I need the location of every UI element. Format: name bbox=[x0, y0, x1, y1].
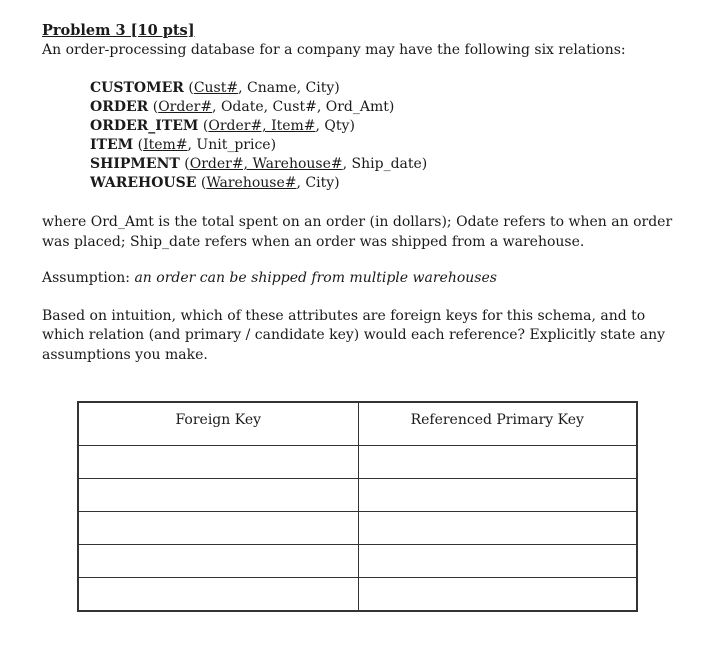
problem-document bbox=[42, 22, 682, 365]
table-header-row bbox=[78, 402, 637, 445]
relation-item: ITEM (Item#, Unit_price) bbox=[90, 137, 277, 153]
table-row bbox=[78, 511, 637, 544]
table-row bbox=[78, 544, 637, 577]
table-cell[interactable] bbox=[78, 445, 358, 478]
relation-customer: CUSTOMER (Cust#, Cname, City) bbox=[90, 80, 340, 96]
table-cell[interactable] bbox=[358, 577, 637, 611]
assumption-paragraph bbox=[42, 269, 682, 289]
table-cell[interactable] bbox=[358, 445, 637, 478]
problem-intro: An order-processing database for a company may have the following six relations: bbox=[42, 42, 626, 58]
table-cell[interactable] bbox=[78, 478, 358, 511]
foreign-key-table bbox=[77, 401, 638, 612]
assumption-text: an order can be shipped from multiple warehouses bbox=[134, 270, 497, 286]
where-paragraph: where Ord_Amt is the total spent on an order (in dollars); Odate refers to when an order was placed; Ship_date refers when an order was shipped from a warehouse. bbox=[42, 214, 673, 250]
table-cell[interactable] bbox=[358, 478, 637, 511]
relations-list bbox=[90, 79, 682, 193]
table-row bbox=[78, 577, 637, 611]
header-referenced-primary-key: Referenced Primary Key bbox=[358, 402, 637, 445]
relation-shipment: SHIPMENT (Order#, Warehouse#, Ship_date) bbox=[90, 156, 428, 172]
header-foreign-key: Foreign Key bbox=[78, 402, 358, 445]
relation-order: ORDER (Order#, Odate, Cust#, Ord_Amt) bbox=[90, 99, 395, 115]
table-cell[interactable] bbox=[78, 577, 358, 611]
table-cell[interactable] bbox=[78, 511, 358, 544]
table-row bbox=[78, 478, 637, 511]
relation-warehouse: WAREHOUSE (Warehouse#, City) bbox=[90, 175, 340, 191]
assumption-label: Assumption: bbox=[42, 270, 135, 286]
table-cell[interactable] bbox=[358, 544, 637, 577]
table-row bbox=[78, 445, 637, 478]
table-cell[interactable] bbox=[358, 511, 637, 544]
question-paragraph: Based on intuition, which of these attributes are foreign keys for this schema, and to which relation (and primary / candidate key) would each reference? Explicitly state any assumptions you make. bbox=[42, 307, 666, 363]
problem-title: Problem 3 [10 pts] bbox=[42, 22, 195, 39]
relation-order-item: ORDER_ITEM (Order#, Item#, Qty) bbox=[90, 118, 355, 134]
table-cell[interactable] bbox=[78, 544, 358, 577]
